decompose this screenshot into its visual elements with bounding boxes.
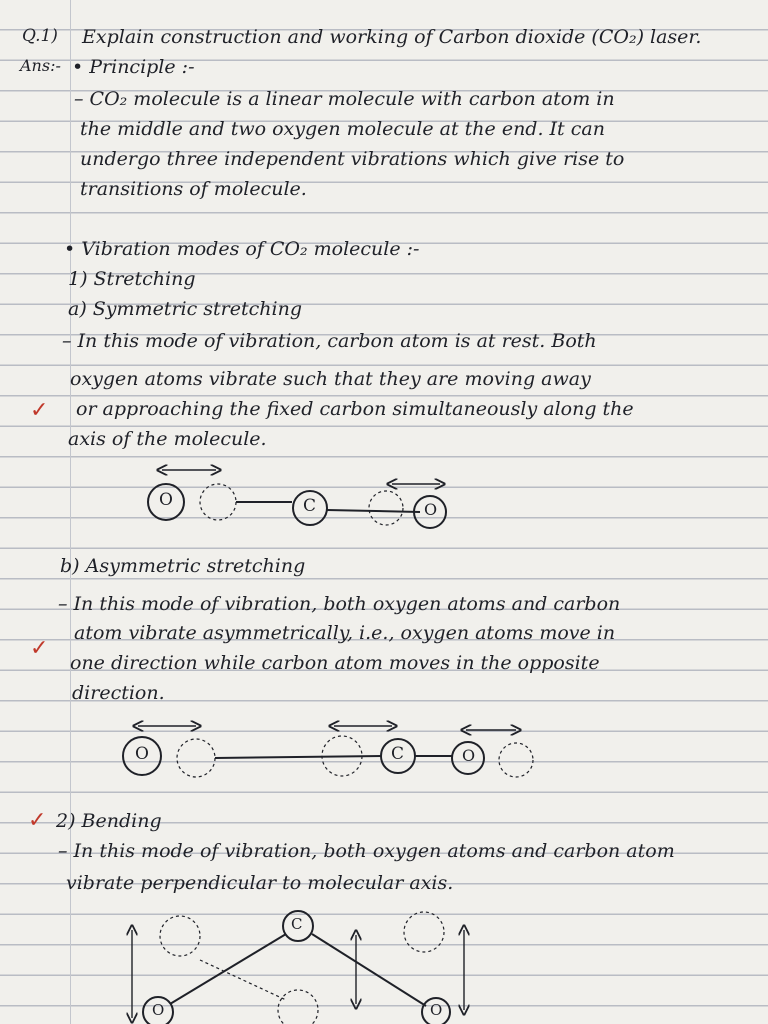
check-mark-icon: ✓ xyxy=(28,808,47,833)
principle-line-4: transitions of molecule. xyxy=(80,178,307,200)
check-mark-icon: ✓ xyxy=(30,398,49,423)
principle-line-2: the middle and two oxygen molecule at the end. It can xyxy=(80,118,605,140)
vibration-heading: • Vibration modes of CO₂ molecule :- xyxy=(64,238,420,260)
oxygen-atom-label: O xyxy=(430,1001,443,1019)
asymmetric-line-4: direction. xyxy=(72,682,165,704)
oxygen-atom-label: O xyxy=(152,1001,165,1019)
oxygen-atom-label: O xyxy=(462,746,476,765)
oxygen-atom-label: O xyxy=(135,744,149,764)
question-text: Explain construction and working of Carbon dioxide (CO₂) laser. xyxy=(82,26,702,48)
symmetric-line-3: or approaching the fixed carbon simultaneously along the xyxy=(76,398,634,420)
oxygen-atom-label: O xyxy=(424,500,438,519)
symmetric-line-4: axis of the molecule. xyxy=(68,428,267,450)
bending-line-2: vibrate perpendicular to molecular axis. xyxy=(66,872,454,894)
asymmetric-heading: b) Asymmetric stretching xyxy=(60,555,306,577)
carbon-atom-label: C xyxy=(303,496,317,516)
symmetric-line-1: – In this mode of vibration, carbon atom is at rest. Both xyxy=(62,330,597,352)
carbon-atom-label: C xyxy=(391,744,405,764)
carbon-atom-label: C xyxy=(291,915,303,933)
asymmetric-line-1: – In this mode of vibration, both oxygen atoms and carbon xyxy=(58,593,621,615)
principle-heading: • Principle :- xyxy=(72,56,195,78)
symmetric-heading: a) Symmetric stretching xyxy=(68,298,302,320)
oxygen-atom-label: O xyxy=(159,490,173,510)
stretching-heading: 1) Stretching xyxy=(68,268,196,290)
symmetric-line-2: oxygen atoms vibrate such that they are moving away xyxy=(70,368,591,390)
bending-line-1: – In this mode of vibration, both oxygen atoms and carbon atom xyxy=(58,840,675,862)
asymmetric-line-3: one direction while carbon atom moves in the opposite xyxy=(70,652,600,674)
asymmetric-line-2: atom vibrate asymmetrically, i.e., oxygen atoms move in xyxy=(74,622,616,644)
question-number: Q.1) xyxy=(22,26,58,46)
bending-heading: 2) Bending xyxy=(56,810,162,832)
principle-line-3: undergo three independent vibrations which give rise to xyxy=(80,148,625,170)
check-mark-icon: ✓ xyxy=(30,636,49,661)
principle-line-1: – CO₂ molecule is a linear molecule with carbon atom in xyxy=(74,88,615,110)
answer-label: Ans:- xyxy=(20,56,61,75)
